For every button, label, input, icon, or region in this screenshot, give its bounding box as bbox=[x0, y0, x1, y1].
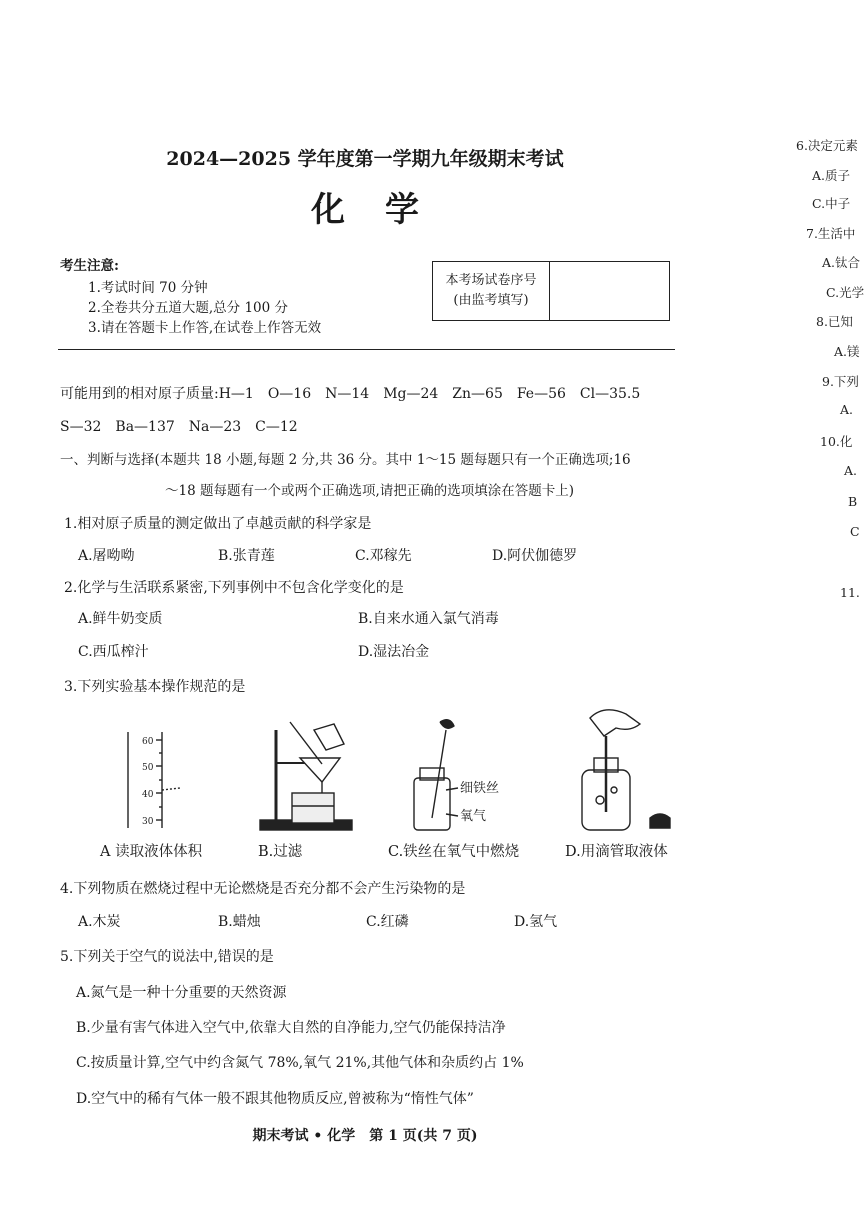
section1-heading: 一、判断与选择(本题共 18 小题,每题 2 分,共 36 分。其中 1～15 题每题只有一个正确选项;16 bbox=[60, 452, 631, 468]
q5-option-b: B.少量有害气体进入空气中,依靠大自然的自净能力,空气仍能保持洁净 bbox=[76, 1020, 506, 1036]
next-page-fragment: C bbox=[850, 524, 860, 539]
next-page-fragment: A.质子 bbox=[812, 168, 851, 183]
tick-50: 50 bbox=[142, 763, 154, 773]
next-page-fragment: 9.下列 bbox=[822, 374, 859, 389]
seat-number-box bbox=[432, 261, 670, 321]
next-page-fragment: B bbox=[848, 494, 858, 509]
q3-option-d: D.用滴管取液体 bbox=[565, 844, 668, 860]
q2-option-d: D.湿法冶金 bbox=[358, 644, 430, 660]
q4-option-c: C.红磷 bbox=[366, 914, 409, 930]
seat-number-label bbox=[433, 262, 550, 320]
q3-option-b: B.过滤 bbox=[258, 844, 303, 860]
question-4-stem: 4.下列物质在燃烧过程中无论燃烧是否充分都不会产生污染物的是 bbox=[60, 881, 466, 897]
next-page-fragment: A. bbox=[844, 463, 858, 478]
graduated-cylinder-icon bbox=[128, 732, 180, 828]
atomic-masses-line1 bbox=[60, 383, 640, 403]
next-page-fragment: A. bbox=[840, 402, 854, 417]
divider-line bbox=[58, 349, 675, 350]
exam-title: 2024—2025 学年度第一学期九年级期末考试 bbox=[166, 148, 564, 170]
seat-label-line1: 本考场试卷序号 bbox=[445, 273, 537, 288]
apparatus-drawings bbox=[100, 700, 700, 840]
q2-option-b: B.自来水通入氯气消毒 bbox=[358, 611, 499, 627]
q4-option-d: D.氢气 bbox=[514, 914, 558, 930]
question-5-stem: 5.下列关于空气的说法中,错误的是 bbox=[60, 949, 274, 965]
next-page-fragment: 11. bbox=[840, 585, 860, 600]
q4-option-b: B.蜡烛 bbox=[218, 914, 261, 930]
q1-option-d: D.阿伏伽德罗 bbox=[492, 548, 578, 564]
q3-option-c: C.铁丝在氧气中燃烧 bbox=[388, 844, 520, 860]
q2-option-a: A.鲜牛奶变质 bbox=[78, 611, 163, 627]
filtration-stand-icon bbox=[260, 722, 352, 830]
seat-number-value bbox=[550, 262, 669, 320]
next-page-fragment: A.钛合 bbox=[822, 255, 861, 270]
question-1-stem: 1.相对原子质量的测定做出了卓越贡献的科学家是 bbox=[64, 516, 372, 532]
q5-option-d: D.空气中的稀有气体一般不跟其他物质反应,曾被称为“惰性气体” bbox=[76, 1091, 474, 1107]
next-page-fragment: A.镁 bbox=[834, 344, 860, 359]
subject-title: 化学 bbox=[311, 190, 459, 230]
atomic-masses-text: 可能用到的相对原子质量:H—1 O—16 N—14 Mg—24 Zn—65 Fe—56 Cl—35.5 bbox=[60, 386, 641, 402]
tick-60: 60 bbox=[142, 737, 154, 747]
notice-item: 3.请在答题卡上作答,在试卷上作答无效 bbox=[88, 320, 322, 336]
notice-item: 1.考试时间 70 分钟 bbox=[88, 280, 208, 296]
dropper-bottle-icon bbox=[582, 710, 670, 830]
next-page-fragment: 7.生活中 bbox=[806, 226, 856, 241]
q2-option-c: C.西瓜榨汁 bbox=[78, 644, 149, 660]
notice-item: 2.全卷共分五道大题,总分 100 分 bbox=[88, 300, 289, 316]
next-page-fragment: C.光学 bbox=[826, 285, 864, 300]
iron-wire-bottle-icon bbox=[414, 720, 458, 830]
label-oxygen: 氧气 bbox=[460, 809, 487, 824]
next-page-fragment: C.中子 bbox=[812, 196, 851, 211]
question-3-stem: 3.下列实验基本操作规范的是 bbox=[64, 679, 246, 695]
atomic-masses-line2: S—32 Ba—137 Na—23 C—12 bbox=[60, 419, 298, 435]
q5-option-c: C.按质量计算,空气中约含氮气 78%,氧气 21%,其他气体和杂质约占 1% bbox=[76, 1055, 524, 1071]
next-page-fragment: 6.决定元素 bbox=[796, 138, 858, 153]
q1-option-a: A.屠呦呦 bbox=[78, 548, 135, 564]
next-page-fragment: 8.已知 bbox=[816, 314, 853, 329]
tick-30: 30 bbox=[142, 817, 154, 827]
tick-40: 40 bbox=[142, 790, 154, 800]
q5-option-a: A.氮气是一种十分重要的天然资源 bbox=[76, 985, 287, 1001]
q3-option-a: A 读取液体体积 bbox=[100, 844, 203, 860]
q1-option-b: B.张青莲 bbox=[218, 548, 275, 564]
label-iron-wire: 细铁丝 bbox=[460, 781, 500, 796]
page-footer: 期末考试 • 化学 第 1 页(共 7 页) bbox=[252, 1128, 478, 1144]
next-page-fragment: 10.化 bbox=[820, 434, 853, 449]
section1-heading-cont: ～18 题每题有一个或两个正确选项,请把正确的选项填涂在答题卡上) bbox=[165, 483, 575, 499]
q1-option-c: C.邓稼先 bbox=[355, 548, 412, 564]
question-2-stem: 2.化学与生活联系紧密,下列事例中不包含化学变化的是 bbox=[64, 580, 404, 596]
apparatus-figure bbox=[100, 700, 700, 840]
seat-label-line2: (由监考填写) bbox=[453, 293, 529, 308]
q4-option-a: A.木炭 bbox=[78, 914, 121, 930]
notice-heading: 考生注意: bbox=[60, 258, 119, 274]
